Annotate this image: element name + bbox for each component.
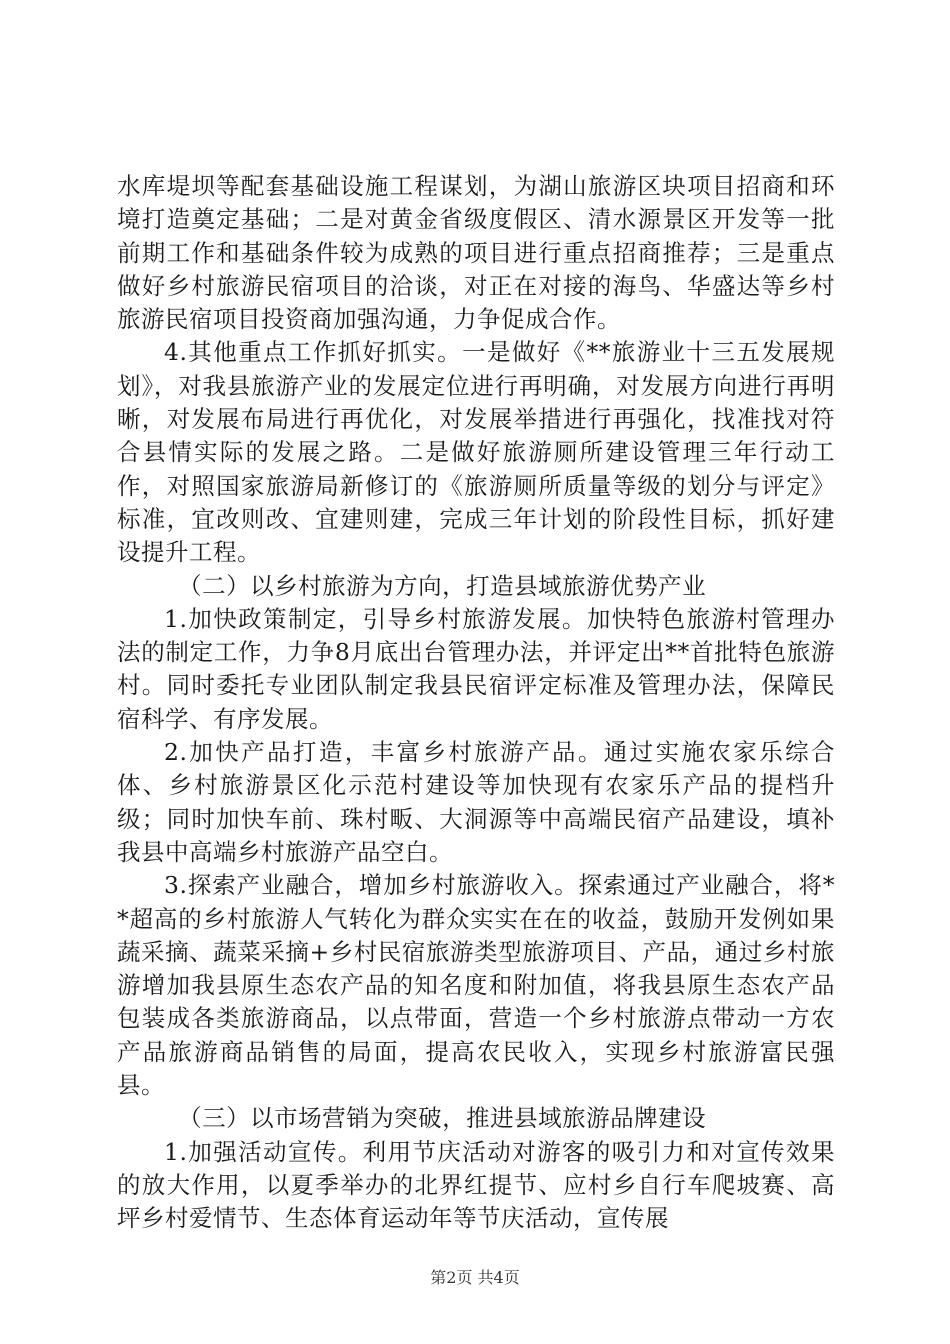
paragraph-item-4: 4.其他重点工作抓好抓实。一是做好《**旅游业十三五发展规划》，对我县旅游产业的发展定位进行再明确，对发展方向进行再明晰，对发展布局进行再优化，对发展举措进行再强化，找准找对符合县情实际的发展之路。二是做好旅游厕所建设管理三年行动工作，对照国家旅游局新修订的《旅游厕所质量等级的划分与评定》标准，宜改则改、宜建则建，完成三年计划的阶段性目标，抓好建设提升工程。 [117, 338, 835, 567]
paragraph-item-1: 1.加快政策制定，引导乡村旅游发展。加快特色旅游村管理办法的制定工作，力争8月底出台管理办法，并评定出**首批特色旅游村。同时委托专业团队制定我县民宿评定标准及管理办法，保障民宿科学、有序发展。 [117, 604, 835, 733]
section-heading-2: （二）以乡村旅游为方向，打造县域旅游优势产业 [178, 571, 707, 600]
paragraph-item-2: 2.加快产品打造，丰富乡村旅游产品。通过实施农家乐综合体、乡村旅游景区化示范村建设等加快现有农家乐产品的提档升级；同时加快车前、珠村畈、大洞源等中高端民宿产品建设，填补我县中高端乡村旅游产品空白。 [117, 738, 835, 866]
document-body [117, 170, 835, 1236]
section-heading-3: （三）以市场营销为突破，推进县域旅游品牌建设 [178, 1104, 707, 1133]
paragraph-item-1-publicity: 1.加强活动宣传。利用节庆活动对游客的吸引力和对宣传效果的放大作用，以夏季举办的北界红提节、应村乡自行车爬坡赛、高坪乡村爱情节、生态体育运动年等节庆活动，宣传展 [117, 1137, 835, 1233]
paragraph-continuation: 水库堤坝等配套基础设施工程谋划，为湖山旅游区块项目招商和环境打造奠定基础；二是对黄金省级度假区、清水源景区开发等一批前期工作和基础条件较为成熟的项目进行重点招商推荐；三是重点做好乡村旅游民宿项目的洽谈，对正在对接的海鸟、华盛达等乡村旅游民宿项目投资商加强沟通，力争促成合作。 [117, 172, 835, 334]
paragraph-item-3: 3.探索产业融合，增加乡村旅游收入。探索通过产业融合，将**超高的乡村旅游人气转化为群众实实在在的收益，鼓励开发例如果蔬采摘、蔬菜采摘+乡村民宿旅游类型旅游项目、产品，通过乡村旅游增加我县原生态农产品的知名度和附加值，将我县原生态农产品包装成各类旅游商品，以点带面，营造一个乡村旅游点带动一方农产品旅游商品销售的局面，提高农民收入，实现乡村旅游富民强县。 [117, 871, 835, 1100]
page-number-footer: 第2页 共4页 [430, 1268, 520, 1287]
